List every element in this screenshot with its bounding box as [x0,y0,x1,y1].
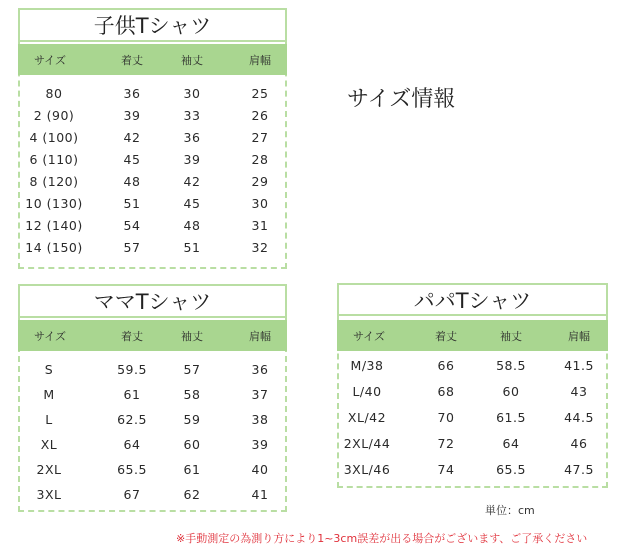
table-row [18,130,287,150]
length-cell: 51 [123,196,141,211]
table-row [18,362,287,382]
sleeve-cell: 57 [183,362,201,377]
sleeve-cell: 42 [183,174,201,189]
table-row [18,196,287,216]
length-cell: 36 [123,86,141,101]
shoulder-cell: 40 [251,462,269,477]
papa-header-size: サイズ [352,329,386,343]
sleeve-cell: 65.5 [496,462,526,477]
kids-title: 子供Tシャツ [18,8,287,42]
papa-header-length: 着丈 [435,329,457,343]
shoulder-cell: 38 [251,412,269,427]
size-cell: L [45,412,53,427]
length-cell: 74 [437,462,455,477]
sleeve-cell: 62 [183,487,201,502]
table-row [337,436,608,456]
table-row [337,462,608,482]
size-info-title: サイズ情報 [347,87,456,112]
size-cell: XL/42 [347,410,387,425]
shoulder-cell: 29 [251,174,269,189]
length-cell: 45 [123,152,141,167]
table-row [18,152,287,172]
shoulder-cell: 28 [251,152,269,167]
shoulder-cell: 32 [251,240,269,255]
table-row [18,240,287,260]
sleeve-cell: 58 [183,387,201,402]
kids-header-size: サイズ [33,53,67,67]
length-cell: 61 [123,387,141,402]
mama-table-body [18,362,287,508]
length-cell: 66 [437,358,455,373]
length-cell: 59.5 [117,362,147,377]
length-cell: 62.5 [117,412,147,427]
shoulder-cell: 44.5 [564,410,594,425]
length-cell: 42 [123,130,141,145]
table-row [18,462,287,482]
shoulder-cell: 46 [570,436,588,451]
sleeve-cell: 45 [183,196,201,211]
mama-header-shoulder: 肩幅 [249,329,271,343]
size-cell: M [43,387,55,402]
length-cell: 48 [123,174,141,189]
sleeve-cell: 59 [183,412,201,427]
kids-table-body [18,86,287,262]
sleeve-cell: 39 [183,152,201,167]
table-row [18,412,287,432]
kids-header-shoulder: 肩幅 [249,53,271,67]
mama-header-length: 着丈 [121,329,143,343]
length-cell: 54 [123,218,141,233]
mama-header-row [18,320,287,351]
sleeve-cell: 61 [183,462,201,477]
table-row [18,487,287,507]
sleeve-cell: 64 [502,436,520,451]
length-cell: 39 [123,108,141,123]
kids-header-row [18,44,287,75]
size-cell: 3XL [36,487,62,502]
papa-table-body [337,358,608,482]
sleeve-cell: 36 [183,130,201,145]
measurement-note: ※手動測定の為測り方により1~3cm誤差が出る場合がございます、ご了承ください [176,532,588,545]
shoulder-cell: 43 [570,384,588,399]
length-cell: 68 [437,384,455,399]
length-cell: 72 [437,436,455,451]
table-row [18,86,287,106]
unit-label: 単位：cm [485,504,535,517]
size-cell: 6 (110) [29,152,79,167]
table-row [337,358,608,378]
sleeve-cell: 33 [183,108,201,123]
shoulder-cell: 37 [251,387,269,402]
shoulder-cell: 31 [251,218,269,233]
papa-title: パパTシャツ [337,283,608,316]
sleeve-cell: 58.5 [496,358,526,373]
shoulder-cell: 36 [251,362,269,377]
length-cell: 70 [437,410,455,425]
shoulder-cell: 25 [251,86,269,101]
sleeve-cell: 61.5 [496,410,526,425]
mama-header-size: サイズ [33,329,67,343]
sleeve-cell: 60 [502,384,520,399]
mama-title: ママTシャツ [18,284,287,318]
size-cell: 12 (140) [25,218,83,233]
size-cell: 2XL/44 [343,436,391,451]
shoulder-cell: 26 [251,108,269,123]
size-cell: XL [40,437,58,452]
sleeve-cell: 60 [183,437,201,452]
table-row [18,218,287,238]
sleeve-cell: 51 [183,240,201,255]
shoulder-cell: 47.5 [564,462,594,477]
shoulder-cell: 30 [251,196,269,211]
length-cell: 57 [123,240,141,255]
table-row [18,437,287,457]
mama-header-sleeve: 袖丈 [181,329,203,343]
size-cell: 2XL [36,462,62,477]
length-cell: 65.5 [117,462,147,477]
papa-header-sleeve: 袖丈 [500,329,522,343]
table-row [337,384,608,404]
papa-header-row [337,320,608,351]
table-row [18,387,287,407]
size-cell: 4 (100) [29,130,79,145]
size-cell: L/40 [352,384,382,399]
shoulder-cell: 41.5 [564,358,594,373]
sleeve-cell: 48 [183,218,201,233]
size-cell: 14 (150) [25,240,83,255]
kids-header-length: 着丈 [121,53,143,67]
size-cell: 10 (130) [25,196,83,211]
size-cell: 2 (90) [33,108,75,123]
shoulder-cell: 39 [251,437,269,452]
table-row [18,174,287,194]
kids-header-sleeve: 袖丈 [181,53,203,67]
length-cell: 67 [123,487,141,502]
table-row [18,108,287,128]
size-cell: M/38 [350,358,384,373]
papa-header-shoulder: 肩幅 [568,329,590,343]
size-cell: 3XL/46 [343,462,391,477]
size-cell: 8 (120) [29,174,79,189]
shoulder-cell: 27 [251,130,269,145]
sleeve-cell: 30 [183,86,201,101]
table-row [337,410,608,430]
shoulder-cell: 41 [251,487,269,502]
length-cell: 64 [123,437,141,452]
size-cell: 80 [45,86,63,101]
size-cell: S [44,362,54,377]
